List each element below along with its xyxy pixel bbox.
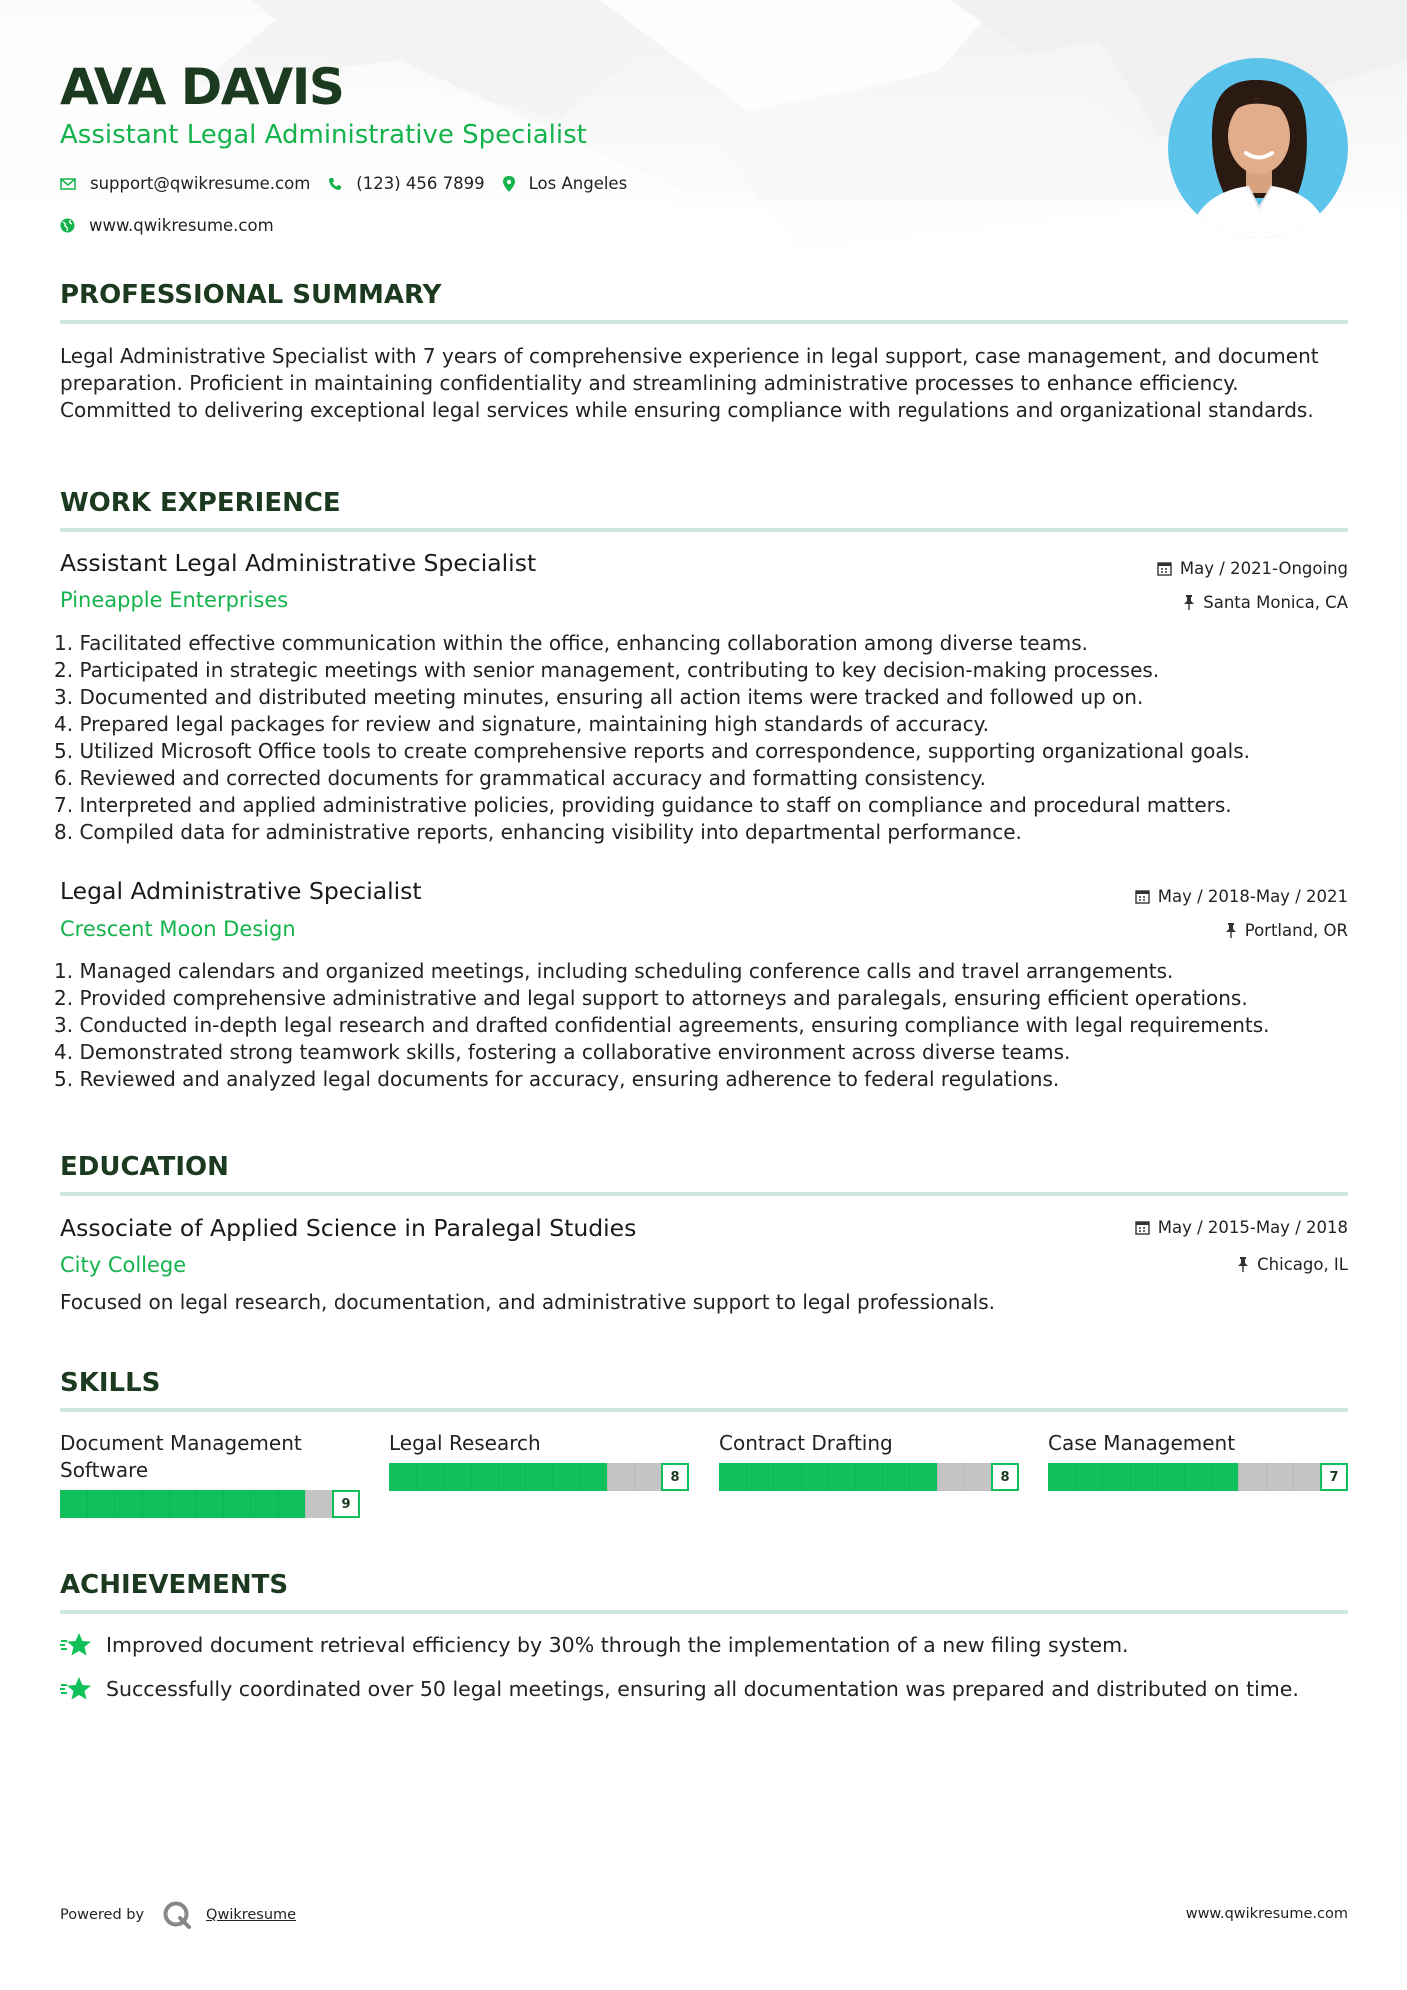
skill-bar-segment: [1184, 1463, 1185, 1491]
achievement-text: Successfully coordinated over 50 legal meetings, ensuring all documentation was prepared and distributed on time.: [106, 1677, 1299, 1701]
section-divider: [60, 1192, 1348, 1196]
skill-level-badge: 8: [661, 1463, 689, 1491]
list-item: 2. Participated in strategic meetings with senior management, contributing to key decision-making processes.: [54, 658, 1160, 682]
list-item: 3. Documented and distributed meeting minutes, ensuring all action items were tracked and followed up on.: [54, 685, 1144, 709]
skill-bar-segment: [525, 1463, 526, 1491]
skill-bar-segment: [114, 1490, 115, 1518]
list-item: 4. Demonstrated strong teamwork skills, fostering a collaborative environment across diverse teams.: [54, 1040, 1071, 1064]
company-name: Pineapple Enterprises: [60, 588, 289, 612]
list-item: 7. Interpreted and applied administrative policies, providing guidance to staff on compliance and procedural matters.: [54, 793, 1232, 817]
skill-bar: [389, 1463, 661, 1491]
phone-icon: [328, 177, 342, 191]
skill-bar-segment: [443, 1463, 444, 1491]
footer-website-link[interactable]: www.qwikresume.com: [1185, 1906, 1348, 1922]
list-item: 6. Reviewed and corrected documents for grammatical accuracy and formatting consistency.: [54, 766, 986, 790]
summary-heading: PROFESSIONAL SUMMARY: [60, 280, 442, 310]
skill-bar-segment: [471, 1463, 472, 1491]
job-dates-text: May / 2018-May / 2021: [1157, 887, 1348, 906]
achievement-text: Improved document retrieval efficiency by 30% through the implementation of a new filing system.: [106, 1633, 1129, 1657]
skill-bar: [60, 1490, 332, 1518]
skill-bar-segment: [855, 1463, 856, 1491]
skill-rating: [60, 1490, 360, 1518]
map-pin-icon: [503, 176, 515, 192]
skill-bar-segment: [142, 1490, 143, 1518]
job-bullets: [54, 958, 1354, 1093]
skill-bar-segment: [552, 1463, 553, 1491]
candidate-title: Assistant Legal Administrative Specialist: [60, 120, 587, 150]
skill-bar-segment: [607, 1463, 608, 1491]
education-description: Focused on legal research, documentation, and administrative support to legal professionals.: [60, 1290, 996, 1314]
pushpin-icon: [1183, 595, 1195, 610]
skills-section-header: [60, 1368, 1348, 1412]
skill-item: [719, 1430, 1019, 1491]
achievement-item: [60, 1632, 1129, 1658]
skill-bar-segment: [828, 1463, 829, 1491]
envelope-icon: [60, 178, 76, 190]
skill-rating: [719, 1463, 1019, 1491]
skill-level-badge: 8: [991, 1463, 1019, 1491]
skill-bar-segment: [305, 1490, 306, 1518]
experience-section-header: [60, 488, 1348, 532]
skill-name: Contract Drafting: [719, 1431, 893, 1455]
skill-bar-segment: [1102, 1463, 1103, 1491]
list-item: 5. Reviewed and analyzed legal documents for accuracy, ensuring adherence to federal regulations.: [54, 1067, 1060, 1091]
location-text: Los Angeles: [528, 174, 628, 193]
calendar-icon: [1135, 1220, 1150, 1235]
achievements-section-header: [60, 1570, 1348, 1614]
skill-bar: [1048, 1463, 1320, 1491]
education-dates: [1135, 1218, 1348, 1237]
job-dates: [1157, 559, 1348, 578]
section-divider: [60, 1408, 1348, 1412]
school-name: City College: [60, 1253, 187, 1277]
website-row: [60, 216, 292, 235]
skill-bar-segment: [416, 1463, 417, 1491]
skill-name: Case Management: [1048, 1431, 1236, 1455]
skill-bar-segment: [579, 1463, 580, 1491]
skill-bar-segment: [882, 1463, 883, 1491]
achievement-item: [60, 1676, 1299, 1702]
section-divider: [60, 320, 1348, 324]
list-item: 1. Facilitated effective communication within the office, enhancing collaboration among diverse teams.: [54, 631, 1089, 655]
calendar-icon: [1135, 889, 1150, 904]
candidate-name: AVA DAVIS: [60, 58, 344, 116]
pushpin-icon: [1237, 1257, 1249, 1272]
achievements-heading: ACHIEVEMENTS: [60, 1570, 289, 1600]
skill-bar-segment: [1266, 1463, 1267, 1491]
skill-item: [389, 1430, 689, 1491]
skill-bar-segment: [1211, 1463, 1212, 1491]
powered-by-text: Powered by: [60, 1907, 145, 1923]
skill-bar-segment: [634, 1463, 635, 1491]
skill-bar-segment: [87, 1490, 88, 1518]
pushpin-icon: [1225, 923, 1237, 938]
experience-heading: WORK EXPERIENCE: [60, 488, 341, 518]
skill-bar-segment: [909, 1463, 910, 1491]
skill-bar-segment: [773, 1463, 774, 1491]
list-item: 2. Provided comprehensive administrative and legal support to attorneys and paralegals, ensuring efficient operations.: [54, 986, 1248, 1010]
job-location: [1225, 921, 1348, 940]
email-text: support@qwikresume.com: [90, 174, 311, 193]
skills-heading: SKILLS: [60, 1368, 161, 1398]
education-location-text: Chicago, IL: [1257, 1255, 1348, 1274]
footer-powered-by: [60, 1900, 296, 1930]
skill-bar-segment: [250, 1490, 251, 1518]
skill-name: Document Management Software: [60, 1431, 302, 1482]
skill-bar-segment: [223, 1490, 224, 1518]
skill-bar-segment: [196, 1490, 197, 1518]
skill-item: [60, 1430, 360, 1518]
email-item[interactable]: [60, 174, 310, 193]
job-title: Assistant Legal Administrative Specialist: [60, 549, 537, 577]
list-item: 3. Conducted in-depth legal research and drafted confidential agreements, ensuring compliance with legal requirements.: [54, 1013, 1270, 1037]
list-item: 5. Utilized Microsoft Office tools to create comprehensive reports and correspondence, supporting organizational goals.: [54, 739, 1250, 763]
job-dates: [1135, 887, 1348, 906]
summary-text: Legal Administrative Specialist with 7 years of comprehensive experience in legal support, case management, and document preparation. Proficient in maintaining confidentiality and streamlining administrative processes to enhance efficiency. Committed to delivering exceptional legal services while ensuring compliance with regulations and organizational standards.: [60, 344, 1319, 422]
job-location: [1183, 593, 1348, 612]
skill-rating: [1048, 1463, 1348, 1491]
company-name: Crescent Moon Design: [60, 917, 296, 941]
education-location: [1237, 1255, 1348, 1274]
list-item: 4. Prepared legal packages for review and signature, maintaining high standards of accuracy.: [54, 712, 989, 736]
calendar-icon: [1157, 561, 1172, 576]
list-item: 8. Compiled data for administrative reports, enhancing visibility into departmental performance.: [54, 820, 1022, 844]
job-bullets: [54, 630, 1354, 846]
job-location-text: Portland, OR: [1244, 921, 1348, 940]
education-dates-text: May / 2015-May / 2018: [1157, 1218, 1348, 1237]
skill-bar-segment: [1293, 1463, 1294, 1491]
profile-photo: [1168, 58, 1348, 238]
skill-rating: [389, 1463, 689, 1491]
job-location-text: Santa Monica, CA: [1203, 593, 1348, 612]
contact-row: [60, 174, 645, 193]
summary-section-header: [60, 280, 1348, 324]
skill-bar: [719, 1463, 991, 1491]
skill-level-badge: 7: [1320, 1463, 1348, 1491]
skill-bar-segment: [801, 1463, 802, 1491]
star-badge-icon: [60, 1632, 92, 1658]
skill-bar-segment: [1157, 1463, 1158, 1491]
section-divider: [60, 1610, 1348, 1614]
skill-bar-segment: [169, 1490, 170, 1518]
job-title: Legal Administrative Specialist: [60, 877, 422, 905]
skill-bar-segment: [1130, 1463, 1131, 1491]
phone-text: (123) 456 7899: [356, 174, 485, 193]
brand-link[interactable]: Qwikresume: [206, 1907, 297, 1923]
skill-bar-segment: [1075, 1463, 1076, 1491]
job-dates-text: May / 2021-Ongoing: [1179, 559, 1348, 578]
skill-bar-fill: [60, 1490, 305, 1518]
skill-item: [1048, 1430, 1348, 1491]
globe-icon: [60, 218, 75, 233]
star-badge-icon: [60, 1676, 92, 1702]
phone-item[interactable]: [328, 174, 484, 193]
website-item[interactable]: [60, 216, 274, 235]
skill-bar-segment: [746, 1463, 747, 1491]
degree-title: Associate of Applied Science in Paralegal Studies: [60, 1214, 637, 1242]
education-heading: EDUCATION: [60, 1152, 229, 1182]
skill-bar-segment: [964, 1463, 965, 1491]
qwikresume-logo-icon: [162, 1900, 192, 1930]
skill-level-badge: 9: [332, 1490, 360, 1518]
skill-bar-segment: [1238, 1463, 1239, 1491]
skill-bar-segment: [498, 1463, 499, 1491]
education-section-header: [60, 1152, 1348, 1196]
portrait-image: [1168, 58, 1348, 238]
skill-bar-fill: [1048, 1463, 1238, 1491]
list-item: 1. Managed calendars and organized meetings, including scheduling conference calls and travel arrangements.: [54, 959, 1174, 983]
skill-bar-segment: [278, 1490, 279, 1518]
skill-name: Legal Research: [389, 1431, 541, 1455]
section-divider: [60, 528, 1348, 532]
website-text: www.qwikresume.com: [89, 216, 274, 235]
location-item: [503, 174, 628, 193]
skill-bar-segment: [937, 1463, 938, 1491]
